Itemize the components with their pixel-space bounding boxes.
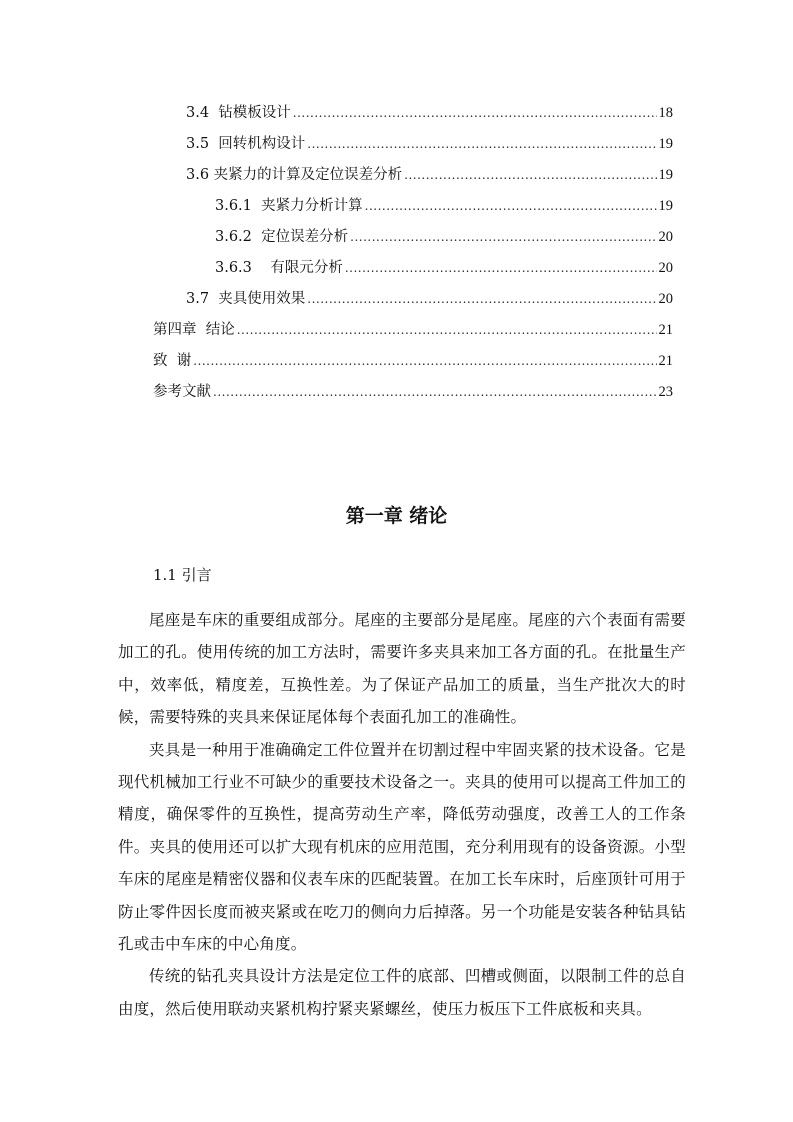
toc-entry-page: 18	[658, 105, 673, 121]
toc-entry[interactable]	[186, 129, 673, 160]
toc-leader-dots	[307, 284, 656, 315]
toc-leader-dots	[213, 377, 657, 408]
toc-entry-page: 23	[658, 384, 673, 400]
toc-leader-dots	[350, 222, 656, 253]
toc-entry[interactable]	[215, 191, 673, 222]
toc-leader-dots	[345, 253, 657, 284]
toc-entry-label: 3.4 钻模板设计	[186, 105, 291, 121]
toc-entry-label: 3.6.3 有限元分析	[215, 260, 343, 276]
toc-entry[interactable]	[186, 284, 673, 315]
toc-entry-label: 3.6 夹紧力的计算及定位误差分析	[186, 167, 403, 183]
toc-entry-page: 19	[658, 198, 673, 214]
toc-entry[interactable]	[215, 222, 673, 253]
toc-leader-dots	[237, 315, 657, 346]
toc-entry[interactable]	[153, 346, 673, 377]
toc-entry[interactable]	[186, 160, 673, 191]
toc-entry-page: 20	[658, 260, 673, 276]
toc-entry[interactable]	[153, 315, 673, 346]
toc-entry[interactable]	[215, 253, 673, 284]
toc-entry-label: 3.5 回转机构设计	[186, 136, 306, 152]
toc-entry-page: 21	[658, 353, 673, 369]
toc-entry-label: 3.6.2 定位误差分析	[215, 229, 349, 245]
toc-entry-label: 致 谢	[153, 353, 192, 369]
toc-entry-label: 参考文献	[153, 384, 211, 400]
chapter-title: 第一章 绪论	[345, 505, 448, 527]
toc-entry-page: 20	[658, 291, 673, 307]
body-paragraph: 尾座是车床的重要组成部分。尾座的主要部分是尾座。尾座的六个表面有需要加工的孔。使用传统的加工方法时，需要许多夹具来加工各方面的孔。在批量生产中，效率低，精度差，互换性差。为了保证产品加工的质量，当生产批次大的时候，需要特殊的夹具来保证尾体每个表面孔加工的准确性。	[118, 611, 686, 727]
toc-entry-label: 第四章 结论	[153, 322, 235, 338]
body-paragraph: 夹具是一种用于准确确定工件位置并在切割过程中牢固夹紧的技术设备。它是现代机械加工行业不可缺少的重要技术设备之一。夹具的使用可以提高工件加工的精度，确保零件的互换性，提高劳动生产率，降低劳动强度，改善工人的工作条件。夹具的使用还可以扩大现有机床的应用范围，充分利用现有的设备资源。小型车床的尾座是精密仪器和仪表车床的匹配装置。在加工长车床时，后座顶针可用于防止零件因长度而被夹紧或在吃刀的侧向力后掉落。另一个功能是安装各种钻具钻孔或击中车床的中心角度。	[118, 740, 686, 954]
toc-entry-page: 19	[658, 136, 673, 152]
toc-entry-page: 19	[658, 167, 673, 183]
toc-entry[interactable]	[186, 98, 673, 129]
toc-entry-page: 20	[658, 229, 673, 245]
toc-entry-page: 21	[658, 322, 673, 338]
toc-leader-dots	[404, 160, 656, 191]
body-paragraph: 传统的钻孔夹具设计方法是定位工件的底部、凹槽或侧面，以限制工件的总自由度，然后使用联动夹紧机构拧紧夹紧螺丝，使压力板压下工件底板和夹具。	[118, 967, 686, 1018]
section-title: 1.1 引言	[153, 566, 212, 584]
toc-entry-label: 3.6.1 夹紧力分析计算	[215, 198, 363, 214]
toc-leader-dots	[365, 191, 657, 222]
toc-leader-dots	[293, 98, 657, 129]
toc-leader-dots	[307, 129, 656, 160]
body-text	[118, 604, 686, 1025]
toc-entry-label: 3.7 夹具使用效果	[186, 291, 306, 307]
toc-leader-dots	[193, 346, 656, 377]
toc-entry[interactable]	[153, 377, 673, 408]
